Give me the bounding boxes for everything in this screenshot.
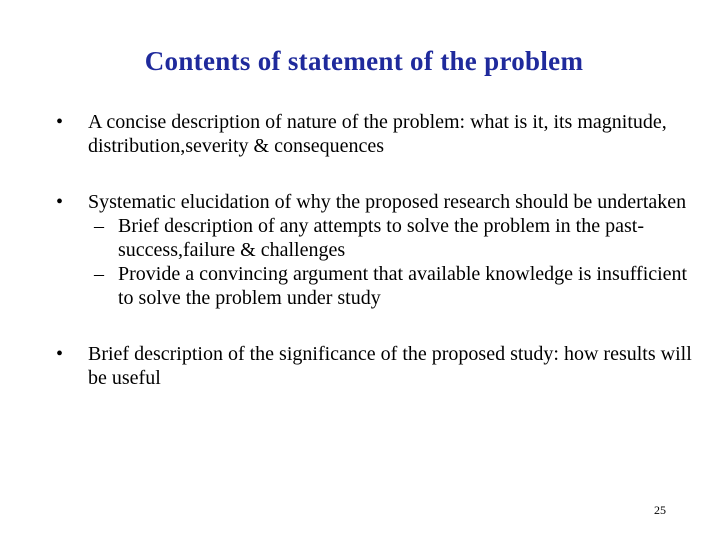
bullet-list bbox=[56, 110, 696, 390]
bullet-item-1 bbox=[56, 110, 696, 158]
bullet-text: A concise description of nature of the problem: what is it, its magnitude, distribution,severity & consequences bbox=[88, 111, 667, 157]
bullet-marker: • bbox=[56, 343, 64, 365]
bullet-marker: • bbox=[56, 191, 64, 213]
sub-bullet-marker: – bbox=[94, 215, 104, 237]
sub-bullet-marker: – bbox=[94, 263, 104, 285]
sub-bullet-text: Brief description of any attempts to solve the problem in the past-success,failure & challenges bbox=[118, 215, 644, 261]
sub-bullet-item-2 bbox=[88, 262, 696, 310]
sub-bullet-list bbox=[88, 214, 696, 310]
slide-title: Contents of statement of the problem bbox=[144, 46, 584, 76]
bullet-text: Systematic elucidation of why the proposed research should be undertaken bbox=[88, 191, 687, 213]
bullet-marker: • bbox=[56, 111, 64, 133]
sub-bullet-item-1 bbox=[88, 214, 696, 262]
bullet-item-3 bbox=[56, 342, 696, 390]
sub-bullet-text: Provide a convincing argument that available knowledge is insufficient to solve the problem under study bbox=[118, 263, 688, 309]
bullet-item-2 bbox=[56, 190, 696, 310]
bullet-text: Brief description of the significance of the proposed study: how results will be useful bbox=[88, 343, 692, 389]
page-number: 25 bbox=[654, 503, 666, 517]
